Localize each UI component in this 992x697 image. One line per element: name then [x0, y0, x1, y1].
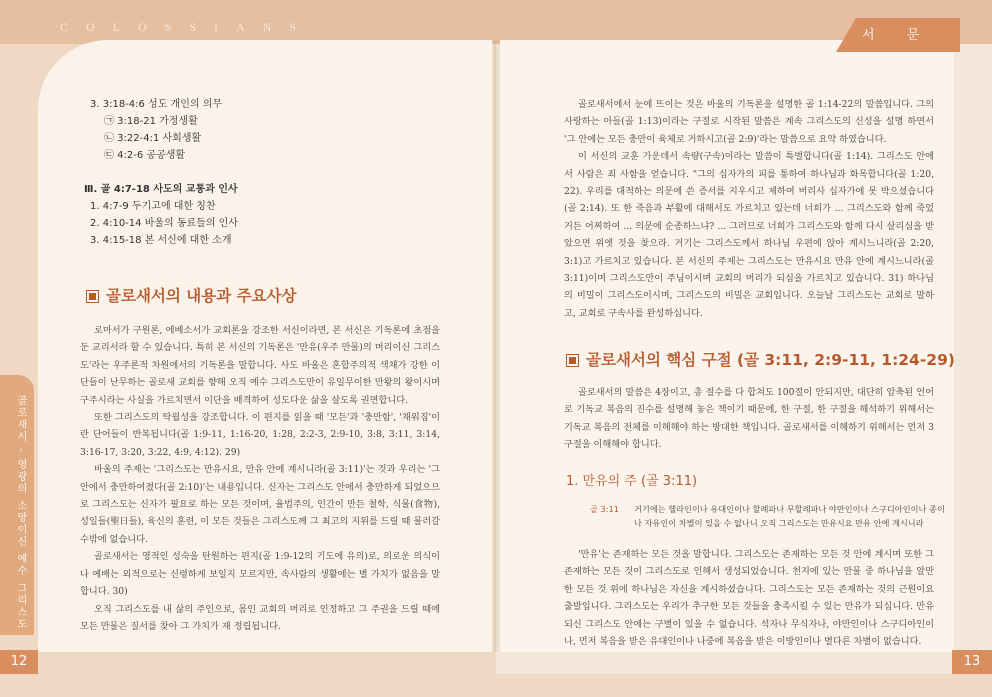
outline-row: ㉢ 4:2-6 공공생활 [104, 150, 186, 161]
outline-row: 1. 4:7-9 두기고에 대한 칭찬 [90, 201, 216, 212]
paragraph: 바울의 주제는 '그리스도는 만유시요, 만유 안에 계시니라(골 3:11)'는 것과 우리는 '그 안에서 충만하여졌다(골 2:10)'는 내용입니다. 신자는 그리스도 안에서 충만하게 되었으므로 그리스도는 신자가 필요로 하는 모든 것이며, 율법주의, 인간이 만든 철학, 식물(食物), 성일들(聖日들), 육신의 훈련, 이 모든 것들은 그리스도께 그 최고의 지위를 드릴 때 물러갈 수밖에 없습니다. [80, 464, 440, 545]
side-tab-label: 골로새서 - 영광의 소망이신 예수 그리스도 [15, 395, 26, 631]
quote-text: 거기에는 헬라인이나 유대인이나 할례파나 무할례파나 야만인이나 스구디아인이나 종이나 자유인이 차별이 있을 수 없나니 오직 그리스도는 만유시요 만유 안에 계시니라 [634, 504, 945, 528]
subsection-heading: 1. 만유의 주 (골 3:11) [566, 474, 698, 489]
square-bullet-icon [566, 354, 579, 367]
outline-row: ㉡ 3:22-4:1 사회생활 [104, 133, 202, 144]
right-body-text-bottom [564, 546, 934, 650]
paragraph: 골로새서는 영적인 성숙을 탄원하는 편지(골 1:9-12의 기도에 유의)로, 의로운 의식이나 예배는 외적으로는 신령하게 보일지 모르지만, 속사람의 생활에는 별 가치가 없음을 말합니다. 30) [80, 551, 440, 598]
outline-list [84, 96, 238, 249]
section-tab-label: 서 문 [862, 28, 934, 43]
paragraph: 로마서가 구원론, 에베소서가 교회론을 강조한 서신이라면, 본 서신은 기독론에 초점을 둔 교리서라 할 수 있습니다. 특히 본 서신의 기독론은 '만유(우주 만물)의 머리이신 그리스도'라는 우주론적 차원에서의 기독론을 말합니다. 사도 바울은 혼합주의적 색채가 강한 이단들이 난무하는 골로새 교회를 향해 오직 예수 그리스도만이 유일무이한 만왕의 왕이시며 구주시라는 사실을 가르치면서 이단을 배격하여 성도다운 삶을 살도록 권면합니다. [80, 325, 440, 406]
section-heading-left [86, 284, 296, 306]
scripture-quote [590, 503, 950, 530]
square-bullet-icon [86, 290, 99, 303]
outline-section-heading: Ⅲ. 골 4:7-18 사도의 교통과 인사 [84, 184, 238, 195]
section-heading-right [566, 348, 955, 370]
paragraph: 골로새서에서 눈에 뜨이는 것은 바울의 기독론을 설명한 골 1:14-22의 말씀입니다. 그의 사랑하는 아들(골 1:13)이라는 구절로 시작된 말씀은 계속 그리스도의 신성을 설명 하면서 '그 안에는 모든 충만이 육체로 거하시고(골 2:9)'라는 말씀으로 요약 하였습니다. [564, 99, 934, 145]
heading-text: 골로새서의 핵심 구절 (골 3:11, 2:9-11, 1:24-29) [586, 351, 955, 369]
heading-text: 골로새서의 내용과 주요사상 [106, 287, 297, 305]
outline-row: 3. 4:15-18 본 서신에 대한 소개 [90, 235, 232, 246]
quote-reference: 골 3:11 [590, 504, 619, 514]
page-number-left: 12 [0, 650, 38, 674]
paragraph: '만유'는 존재하는 모든 것을 말합니다. 그리스도는 존재하는 모든 것 안에 계시며 또한 그 존재하는 모든 것이 그리스도로 인해서 생성되었습니다. 천지에 있는 만물 중 하나님을 알만한 모든 것 위에 하나님은 자신을 계시하셨습니다. 그리스도는 모든 존재하는 것의 근원이요 출발입니다. 그리스도는 우리가 추구한 모든 것들을 충족시킬 수 있는 만유가 되십니다. 만유되신 그리스도 안에는 구별이 있을 수 없습니다. 석자나 무식자나, 야만인이나 스구디아인이나, 먼저 복음을 받은 유대인이나 나중에 복음을 받은 이방인이나 별다른 차별이 없습니다. [564, 549, 934, 648]
outline-row: 2. 4:10-14 바울의 동료들의 인사 [90, 218, 238, 229]
outline-row: ㉠ 3:18-21 가정생활 [104, 116, 198, 127]
right-intro-text [564, 384, 934, 454]
bottom-band [0, 674, 992, 697]
left-body-text [80, 322, 440, 635]
paragraph: 골로새서의 말씀은 4장이고, 총 절수를 다 합쳐도 100절이 안되지만, 대단히 압축된 언어로 기독교 복음의 진수를 설명해 놓은 책이기 때문에, 한 구절, 한 구절을 해석하기 위해서는 기독교 복음의 전체를 이해해야 하는 방대한 책입니다. 골로새서를 이해하기 위해서는 먼저 3구절을 이해해야 합니다. [564, 387, 934, 451]
paragraph: 이 서신의 교훈 가운데서 속량(구속)이라는 말씀이 특별합니다(골 1:14). 그리스도 안에서 사람은 죄 사함을 얻습니다. "그의 십자가의 피를 통하여 하나님과 화목합니다(골 1:20, 22). 우리를 대적하는 의문에 쓴 증서를 지우시고 제하여 버리사 십자가에 못 박으셨습니다(골 2:14). 또 한 죽음과 부활에 대해서도 가르치고 있는데 너희가 ... 그리스도와 함께 죽었거든 어찌하여 ... 의문에 순종하느냐? ... 그러므로 너희가 그리스도와 함께 다시 살리심을 받았으면 위엣 것을 찾으라. 거기는 그리스도께서 하나님 우편에 앉아 계시느니라(골 2:20, 3:1)고 가르치고 있습니다. 본 서신의 주제는 그리스도는 만유시요 만유 안에 계시느니라(골 3:11)이며 그리스도만이 주님이시며 교회의 머리가 되심을 가르치고 있습니다. 31) 하나님의 비밀이 그리스도이시며, 그리스도의 비밀은 교회입니다. 오늘날 그리스도는 교회로 말하고, 교회로 구속사를 완성하십니다. [564, 151, 934, 319]
right-body-text-top [564, 96, 934, 322]
page-number-right: 13 [952, 650, 992, 674]
paragraph: 또한 그리스도의 탁월성을 강조합니다. 이 편지를 읽을 때 '모든'과 '충만함', '채워짐'이란 단어들이 반복됩니다(골 1:9-11, 1:16-20, 1:28, 2:2-3, 2:9-10, 3:8, 3:11, 3:14, 3:16-17, 3:20, 3:22, 4:9, 4:12). 29) [80, 412, 440, 458]
page-gutter [494, 40, 502, 652]
paragraph: 오직 그리스도를 내 삶의 주인으로, 몸인 교회의 머리로 인정하고 그 주권을 드릴 때에 모든 만물은 질서를 찾아 그 가치가 재 정립됩니다. [80, 603, 440, 632]
running-title: COLOSSIANS [60, 20, 315, 34]
outline-row: 3. 3:18-4:6 성도 개인의 의무 [90, 99, 223, 110]
